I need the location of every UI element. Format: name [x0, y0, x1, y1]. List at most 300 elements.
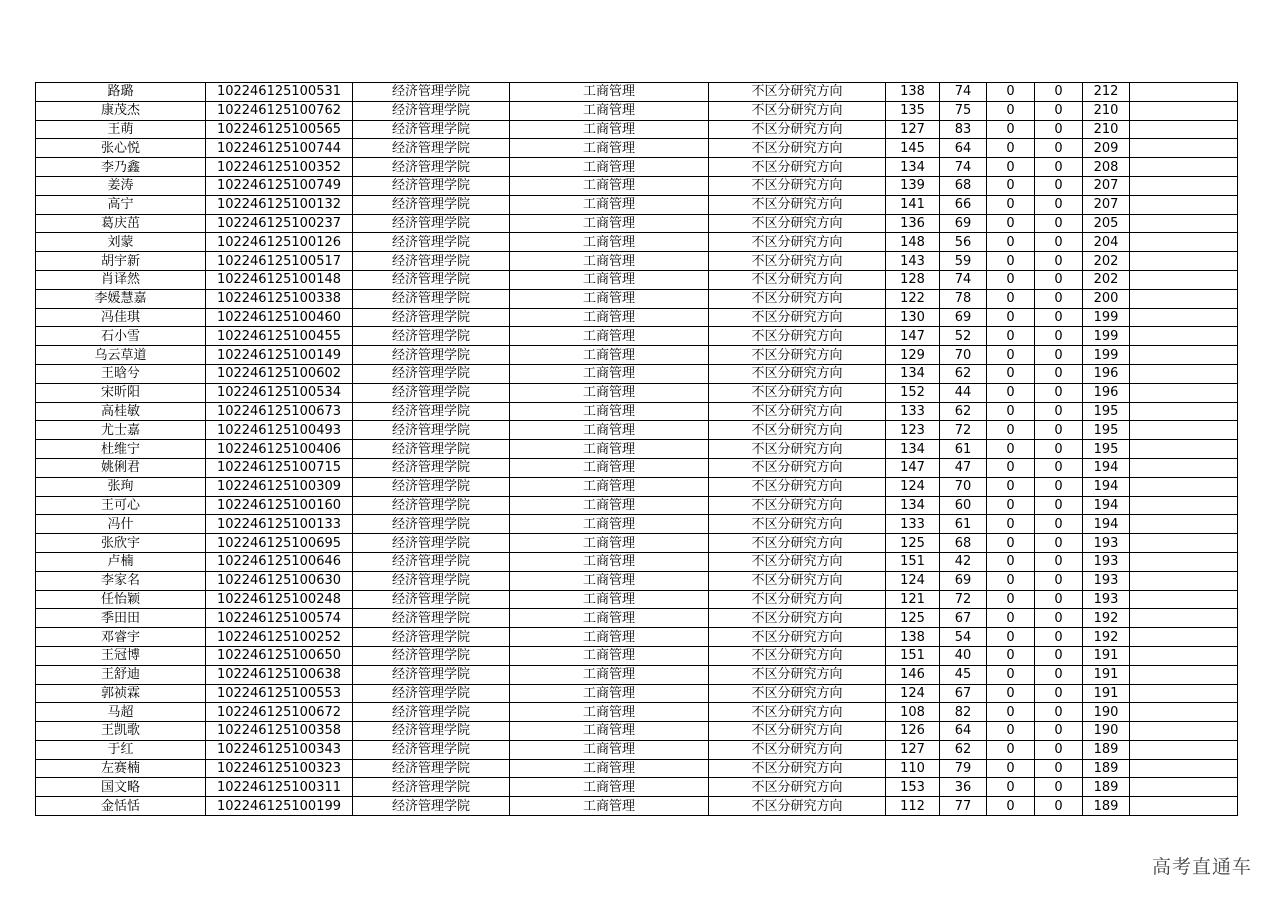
cell-college: 经济管理学院 — [353, 308, 510, 327]
cell-total-score: 196 — [1083, 364, 1130, 383]
cell-total-score: 192 — [1083, 628, 1130, 647]
table-row — [36, 233, 1238, 252]
cell-candidate-id: 102246125100534 — [206, 383, 353, 402]
table-row — [36, 797, 1238, 816]
cell-remark — [1130, 233, 1238, 252]
cell-college: 经济管理学院 — [353, 440, 510, 459]
cell-major: 工商管理 — [510, 458, 709, 477]
cell-college: 经济管理学院 — [353, 252, 510, 271]
cell-research-direction: 不区分研究方向 — [709, 515, 886, 534]
cell-score-politics: 134 — [886, 440, 940, 459]
cell-total-score: 189 — [1083, 759, 1130, 778]
cell-research-direction: 不区分研究方向 — [709, 684, 886, 703]
cell-score-english: 69 — [940, 214, 987, 233]
cell-college: 经济管理学院 — [353, 176, 510, 195]
cell-score-3: 0 — [987, 571, 1035, 590]
table-row — [36, 421, 1238, 440]
cell-score-3: 0 — [987, 703, 1035, 722]
cell-major: 工商管理 — [510, 440, 709, 459]
cell-candidate-id: 102246125100126 — [206, 233, 353, 252]
cell-remark — [1130, 289, 1238, 308]
cell-name: 高宁 — [36, 195, 206, 214]
table-row — [36, 252, 1238, 271]
cell-college: 经济管理学院 — [353, 233, 510, 252]
cell-score-politics: 145 — [886, 139, 940, 158]
cell-total-score: 212 — [1083, 83, 1130, 102]
cell-score-english: 79 — [940, 759, 987, 778]
cell-major: 工商管理 — [510, 628, 709, 647]
cell-total-score: 210 — [1083, 101, 1130, 120]
cell-total-score: 191 — [1083, 665, 1130, 684]
cell-major: 工商管理 — [510, 233, 709, 252]
cell-score-politics: 122 — [886, 289, 940, 308]
cell-total-score: 200 — [1083, 289, 1130, 308]
table-row — [36, 308, 1238, 327]
cell-research-direction: 不区分研究方向 — [709, 552, 886, 571]
cell-remark — [1130, 383, 1238, 402]
cell-candidate-id: 102246125100455 — [206, 327, 353, 346]
cell-candidate-id: 102246125100630 — [206, 571, 353, 590]
cell-score-3: 0 — [987, 289, 1035, 308]
cell-total-score: 199 — [1083, 327, 1130, 346]
cell-remark — [1130, 308, 1238, 327]
cell-total-score: 209 — [1083, 139, 1130, 158]
cell-college: 经济管理学院 — [353, 214, 510, 233]
cell-score-politics: 126 — [886, 722, 940, 741]
cell-research-direction: 不区分研究方向 — [709, 158, 886, 177]
cell-remark — [1130, 176, 1238, 195]
cell-name: 高桂敏 — [36, 402, 206, 421]
cell-score-politics: 152 — [886, 383, 940, 402]
cell-name: 葛庆茁 — [36, 214, 206, 233]
cell-candidate-id: 102246125100646 — [206, 552, 353, 571]
cell-college: 经济管理学院 — [353, 421, 510, 440]
cell-score-english: 64 — [940, 722, 987, 741]
cell-major: 工商管理 — [510, 646, 709, 665]
cell-name: 刘蒙 — [36, 233, 206, 252]
cell-name: 张心悦 — [36, 139, 206, 158]
cell-major: 工商管理 — [510, 609, 709, 628]
cell-candidate-id: 102246125100132 — [206, 195, 353, 214]
cell-major: 工商管理 — [510, 703, 709, 722]
cell-score-english: 59 — [940, 252, 987, 271]
cell-total-score: 193 — [1083, 571, 1130, 590]
cell-score-english: 52 — [940, 327, 987, 346]
cell-remark — [1130, 252, 1238, 271]
cell-college: 经济管理学院 — [353, 496, 510, 515]
cell-score-4: 0 — [1035, 740, 1083, 759]
table-body — [36, 83, 1238, 816]
cell-name: 邓睿宇 — [36, 628, 206, 647]
cell-candidate-id: 102246125100762 — [206, 101, 353, 120]
cell-candidate-id: 102246125100650 — [206, 646, 353, 665]
cell-total-score: 191 — [1083, 684, 1130, 703]
table-row — [36, 120, 1238, 139]
cell-research-direction: 不区分研究方向 — [709, 364, 886, 383]
cell-name: 姚俐君 — [36, 458, 206, 477]
cell-major: 工商管理 — [510, 383, 709, 402]
cell-candidate-id: 102246125100553 — [206, 684, 353, 703]
cell-score-3: 0 — [987, 778, 1035, 797]
cell-score-4: 0 — [1035, 590, 1083, 609]
cell-score-3: 0 — [987, 534, 1035, 553]
table-row — [36, 552, 1238, 571]
cell-name: 杜维宁 — [36, 440, 206, 459]
cell-score-english: 66 — [940, 195, 987, 214]
cell-remark — [1130, 402, 1238, 421]
cell-score-english: 67 — [940, 609, 987, 628]
cell-name: 郭祯霖 — [36, 684, 206, 703]
cell-score-politics: 124 — [886, 684, 940, 703]
cell-research-direction: 不区分研究方向 — [709, 759, 886, 778]
cell-score-politics: 141 — [886, 195, 940, 214]
cell-research-direction: 不区分研究方向 — [709, 233, 886, 252]
cell-score-4: 0 — [1035, 176, 1083, 195]
cell-college: 经济管理学院 — [353, 646, 510, 665]
cell-research-direction: 不区分研究方向 — [709, 327, 886, 346]
cell-total-score: 196 — [1083, 383, 1130, 402]
cell-candidate-id: 102246125100311 — [206, 778, 353, 797]
cell-research-direction: 不区分研究方向 — [709, 778, 886, 797]
cell-score-politics: 136 — [886, 214, 940, 233]
cell-score-3: 0 — [987, 684, 1035, 703]
cell-score-3: 0 — [987, 101, 1035, 120]
cell-remark — [1130, 665, 1238, 684]
table-row — [36, 534, 1238, 553]
cell-remark — [1130, 440, 1238, 459]
cell-score-politics: 151 — [886, 552, 940, 571]
cell-candidate-id: 102246125100565 — [206, 120, 353, 139]
cell-major: 工商管理 — [510, 101, 709, 120]
cell-total-score: 194 — [1083, 477, 1130, 496]
cell-score-english: 45 — [940, 665, 987, 684]
cell-remark — [1130, 477, 1238, 496]
cell-score-3: 0 — [987, 214, 1035, 233]
cell-major: 工商管理 — [510, 176, 709, 195]
table-row — [36, 346, 1238, 365]
cell-score-politics: 134 — [886, 364, 940, 383]
cell-score-politics: 147 — [886, 327, 940, 346]
cell-score-3: 0 — [987, 628, 1035, 647]
cell-score-3: 0 — [987, 308, 1035, 327]
cell-major: 工商管理 — [510, 477, 709, 496]
table-row — [36, 176, 1238, 195]
cell-total-score: 190 — [1083, 703, 1130, 722]
cell-research-direction: 不区分研究方向 — [709, 477, 886, 496]
cell-score-3: 0 — [987, 233, 1035, 252]
cell-score-3: 0 — [987, 252, 1035, 271]
cell-total-score: 210 — [1083, 120, 1130, 139]
cell-research-direction: 不区分研究方向 — [709, 609, 886, 628]
cell-score-4: 0 — [1035, 609, 1083, 628]
cell-name: 李乃鑫 — [36, 158, 206, 177]
cell-major: 工商管理 — [510, 346, 709, 365]
cell-college: 经济管理学院 — [353, 571, 510, 590]
table-row — [36, 759, 1238, 778]
cell-score-english: 83 — [940, 120, 987, 139]
cell-total-score: 195 — [1083, 402, 1130, 421]
cell-remark — [1130, 703, 1238, 722]
cell-research-direction: 不区分研究方向 — [709, 346, 886, 365]
cell-major: 工商管理 — [510, 289, 709, 308]
cell-major: 工商管理 — [510, 722, 709, 741]
cell-major: 工商管理 — [510, 158, 709, 177]
table-row — [36, 740, 1238, 759]
cell-score-3: 0 — [987, 759, 1035, 778]
table-row — [36, 195, 1238, 214]
cell-score-4: 0 — [1035, 346, 1083, 365]
table-row — [36, 458, 1238, 477]
cell-score-politics: 127 — [886, 120, 940, 139]
cell-candidate-id: 102246125100749 — [206, 176, 353, 195]
cell-score-politics: 110 — [886, 759, 940, 778]
cell-total-score: 195 — [1083, 421, 1130, 440]
cell-name: 金恬恬 — [36, 797, 206, 816]
cell-research-direction: 不区分研究方向 — [709, 101, 886, 120]
cell-score-3: 0 — [987, 421, 1035, 440]
cell-remark — [1130, 571, 1238, 590]
cell-score-4: 0 — [1035, 571, 1083, 590]
cell-research-direction: 不区分研究方向 — [709, 797, 886, 816]
cell-score-4: 0 — [1035, 534, 1083, 553]
cell-score-3: 0 — [987, 458, 1035, 477]
cell-score-politics: 124 — [886, 571, 940, 590]
cell-score-4: 0 — [1035, 759, 1083, 778]
table-row — [36, 722, 1238, 741]
cell-college: 经济管理学院 — [353, 703, 510, 722]
cell-college: 经济管理学院 — [353, 684, 510, 703]
cell-score-4: 0 — [1035, 778, 1083, 797]
cell-score-3: 0 — [987, 346, 1035, 365]
cell-score-4: 0 — [1035, 646, 1083, 665]
cell-college: 经济管理学院 — [353, 665, 510, 684]
cell-candidate-id: 102246125100338 — [206, 289, 353, 308]
cell-name: 卢楠 — [36, 552, 206, 571]
cell-score-english: 40 — [940, 646, 987, 665]
table-row — [36, 646, 1238, 665]
cell-candidate-id: 102246125100493 — [206, 421, 353, 440]
cell-score-politics: 123 — [886, 421, 940, 440]
cell-score-4: 0 — [1035, 797, 1083, 816]
cell-name: 冯佳琪 — [36, 308, 206, 327]
cell-research-direction: 不区分研究方向 — [709, 740, 886, 759]
cell-score-3: 0 — [987, 590, 1035, 609]
cell-name: 李家名 — [36, 571, 206, 590]
cell-score-english: 67 — [940, 684, 987, 703]
cell-research-direction: 不区分研究方向 — [709, 665, 886, 684]
cell-major: 工商管理 — [510, 797, 709, 816]
cell-score-english: 47 — [940, 458, 987, 477]
cell-score-politics: 125 — [886, 609, 940, 628]
table-row — [36, 83, 1238, 102]
cell-total-score: 202 — [1083, 252, 1130, 271]
cell-total-score: 202 — [1083, 270, 1130, 289]
cell-name: 左赛楠 — [36, 759, 206, 778]
cell-candidate-id: 102246125100695 — [206, 534, 353, 553]
cell-score-english: 77 — [940, 797, 987, 816]
cell-candidate-id: 102246125100248 — [206, 590, 353, 609]
cell-total-score: 208 — [1083, 158, 1130, 177]
cell-score-english: 68 — [940, 176, 987, 195]
cell-college: 经济管理学院 — [353, 477, 510, 496]
cell-score-politics: 121 — [886, 590, 940, 609]
cell-candidate-id: 102246125100574 — [206, 609, 353, 628]
cell-score-3: 0 — [987, 176, 1035, 195]
cell-major: 工商管理 — [510, 308, 709, 327]
table-row — [36, 402, 1238, 421]
cell-score-4: 0 — [1035, 684, 1083, 703]
cell-score-english: 42 — [940, 552, 987, 571]
cell-candidate-id: 102246125100673 — [206, 402, 353, 421]
cell-college: 经济管理学院 — [353, 83, 510, 102]
cell-name: 张珣 — [36, 477, 206, 496]
cell-score-politics: 147 — [886, 458, 940, 477]
cell-score-english: 82 — [940, 703, 987, 722]
cell-score-english: 44 — [940, 383, 987, 402]
cell-candidate-id: 102246125100460 — [206, 308, 353, 327]
cell-candidate-id: 102246125100672 — [206, 703, 353, 722]
cell-total-score: 199 — [1083, 308, 1130, 327]
cell-score-4: 0 — [1035, 214, 1083, 233]
cell-remark — [1130, 83, 1238, 102]
cell-major: 工商管理 — [510, 759, 709, 778]
cell-total-score: 193 — [1083, 534, 1130, 553]
cell-total-score: 194 — [1083, 458, 1130, 477]
cell-score-politics: 146 — [886, 665, 940, 684]
cell-research-direction: 不区分研究方向 — [709, 383, 886, 402]
cell-remark — [1130, 364, 1238, 383]
cell-score-english: 70 — [940, 346, 987, 365]
cell-score-politics: 153 — [886, 778, 940, 797]
cell-major: 工商管理 — [510, 252, 709, 271]
cell-total-score: 207 — [1083, 195, 1130, 214]
cell-score-4: 0 — [1035, 628, 1083, 647]
cell-score-3: 0 — [987, 515, 1035, 534]
table-row — [36, 214, 1238, 233]
cell-score-3: 0 — [987, 383, 1035, 402]
table-row — [36, 289, 1238, 308]
cell-candidate-id: 102246125100160 — [206, 496, 353, 515]
cell-score-politics: 133 — [886, 402, 940, 421]
cell-remark — [1130, 759, 1238, 778]
cell-score-4: 0 — [1035, 383, 1083, 402]
cell-score-3: 0 — [987, 327, 1035, 346]
cell-total-score: 193 — [1083, 590, 1130, 609]
cell-remark — [1130, 609, 1238, 628]
cell-major: 工商管理 — [510, 496, 709, 515]
cell-candidate-id: 102246125100199 — [206, 797, 353, 816]
cell-score-politics: 130 — [886, 308, 940, 327]
cell-remark — [1130, 327, 1238, 346]
cell-candidate-id: 102246125100531 — [206, 83, 353, 102]
cell-candidate-id: 102246125100237 — [206, 214, 353, 233]
cell-college: 经济管理学院 — [353, 120, 510, 139]
cell-total-score: 207 — [1083, 176, 1130, 195]
cell-major: 工商管理 — [510, 364, 709, 383]
cell-score-3: 0 — [987, 195, 1035, 214]
table-row — [36, 270, 1238, 289]
cell-college: 经济管理学院 — [353, 609, 510, 628]
cell-major: 工商管理 — [510, 139, 709, 158]
cell-score-3: 0 — [987, 797, 1035, 816]
cell-score-english: 74 — [940, 83, 987, 102]
cell-candidate-id: 102246125100602 — [206, 364, 353, 383]
cell-total-score: 199 — [1083, 346, 1130, 365]
cell-candidate-id: 102246125100517 — [206, 252, 353, 271]
cell-score-4: 0 — [1035, 421, 1083, 440]
cell-college: 经济管理学院 — [353, 364, 510, 383]
table-row — [36, 590, 1238, 609]
cell-major: 工商管理 — [510, 402, 709, 421]
table-row — [36, 327, 1238, 346]
cell-college: 经济管理学院 — [353, 552, 510, 571]
cell-major: 工商管理 — [510, 214, 709, 233]
cell-major: 工商管理 — [510, 515, 709, 534]
cell-major: 工商管理 — [510, 270, 709, 289]
cell-remark — [1130, 496, 1238, 515]
cell-name: 于红 — [36, 740, 206, 759]
cell-name: 张欣宇 — [36, 534, 206, 553]
cell-college: 经济管理学院 — [353, 534, 510, 553]
cell-major: 工商管理 — [510, 120, 709, 139]
cell-name: 胡宇新 — [36, 252, 206, 271]
cell-college: 经济管理学院 — [353, 346, 510, 365]
cell-score-english: 54 — [940, 628, 987, 647]
cell-total-score: 189 — [1083, 740, 1130, 759]
cell-score-politics: 133 — [886, 515, 940, 534]
cell-score-4: 0 — [1035, 252, 1083, 271]
cell-major: 工商管理 — [510, 684, 709, 703]
cell-name: 尤士嘉 — [36, 421, 206, 440]
cell-score-english: 74 — [940, 158, 987, 177]
cell-score-politics: 148 — [886, 233, 940, 252]
cell-college: 经济管理学院 — [353, 797, 510, 816]
cell-score-politics: 128 — [886, 270, 940, 289]
table-row — [36, 571, 1238, 590]
cell-name: 王可心 — [36, 496, 206, 515]
cell-score-english: 61 — [940, 515, 987, 534]
cell-score-3: 0 — [987, 402, 1035, 421]
cell-major: 工商管理 — [510, 740, 709, 759]
cell-remark — [1130, 740, 1238, 759]
cell-score-3: 0 — [987, 139, 1035, 158]
cell-candidate-id: 102246125100638 — [206, 665, 353, 684]
cell-score-4: 0 — [1035, 139, 1083, 158]
cell-score-4: 0 — [1035, 233, 1083, 252]
cell-score-politics: 127 — [886, 740, 940, 759]
cell-score-english: 69 — [940, 308, 987, 327]
cell-score-4: 0 — [1035, 703, 1083, 722]
cell-major: 工商管理 — [510, 534, 709, 553]
cell-score-4: 0 — [1035, 477, 1083, 496]
cell-major: 工商管理 — [510, 83, 709, 102]
cell-research-direction: 不区分研究方向 — [709, 83, 886, 102]
cell-remark — [1130, 139, 1238, 158]
cell-candidate-id: 102246125100352 — [206, 158, 353, 177]
cell-score-4: 0 — [1035, 195, 1083, 214]
cell-college: 经济管理学院 — [353, 383, 510, 402]
cell-major: 工商管理 — [510, 571, 709, 590]
cell-candidate-id: 102246125100148 — [206, 270, 353, 289]
cell-score-4: 0 — [1035, 83, 1083, 102]
cell-remark — [1130, 458, 1238, 477]
cell-score-3: 0 — [987, 665, 1035, 684]
cell-score-4: 0 — [1035, 402, 1083, 421]
cell-score-4: 0 — [1035, 101, 1083, 120]
cell-major: 工商管理 — [510, 327, 709, 346]
cell-research-direction: 不区分研究方向 — [709, 722, 886, 741]
cell-remark — [1130, 628, 1238, 647]
